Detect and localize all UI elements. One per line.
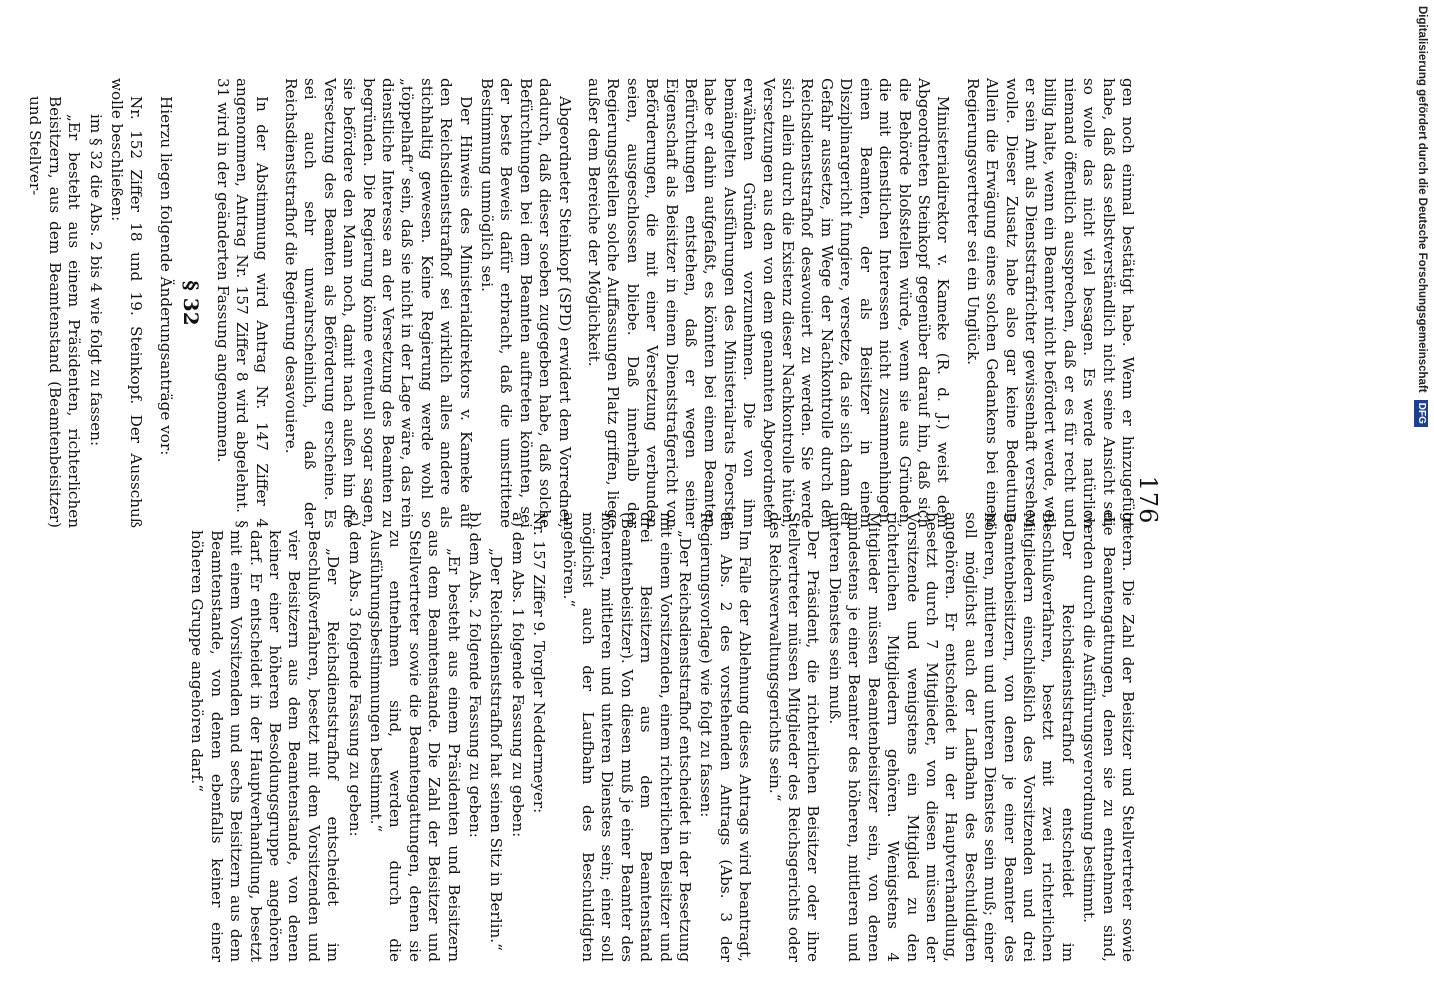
digitization-credit (1412, 0, 1434, 1000)
paragraph: gen noch einmal bestätigt habe. Wenn er hinzugefügt habe, daß das selbstverständlich nicht seine Ansicht sei, so wolle das nicht viel besagen. Es werde natürlich niemand öffentlich aussprechen, daß er es für recht und billig halte, wenn ein Beamter nicht befördert werde, weil er sein Amt als Dienststrafrichter gewissenhaft versehen wolle. Dieser Zusatz habe also gar keine Bedeutung. Allein die Erwägung eines solchen Gedankens bei einem Regierungsvertreter sei ein Unglück. (963, 78, 1137, 528)
list-item: c) dem Abs. 3 folgende Fassung zu geben: (345, 512, 364, 837)
quoted-text: „Der Reichsdienststrafhof hat seinen Sitz in Berlin.“ (487, 548, 506, 951)
section-heading: § 32 (179, 280, 204, 326)
paragraph: Der Präsident, die richterlichen Beisitzer oder ihre Stellvertreter müssen Mitglieder des Reichsgerichts oder des Reichsverwaltungsgerichts sein.“ (765, 512, 823, 962)
paragraph: im § 32 die Abs. 2 bis 4 wie folgt zu fassen: (86, 114, 105, 447)
page-number: 176 (1134, 475, 1162, 525)
quoted-text: „Der Reichsdienststrafhof entscheidet im Beschlußverfahren, besetzt mit dem Vorsitzenden und vier Beisitzern aus dem Beamtenstande, von denen keiner einer höheren Besoldungsgruppe angehören darf. Er entscheidet in der Hauptverhandlung, besetzt mit einem Vorsitzenden und sechs Beisitzern aus dem Beamtenstande, von denen ebenfalls keiner einer höheren Gruppe angehören darf.“ (188, 530, 343, 962)
rotated-document-page (26, 0, 1267, 1000)
motion-header: Nr. 152 Ziffer 18 und 19. Steinkopf. Der Ausschuß wolle beschließen: (108, 78, 146, 528)
quoted-text: „Er besteht aus einem Präsidenten, richterlichen Beisitzern, aus dem Beamtenstand (Beamtenbeisitzer) und Stellver- (26, 96, 84, 528)
paragraph: Der Hinweis des Ministerialdirektors v. Kameke auf den Reichsdienststrafhof sei wirklich alles andere als stichhaltig gewesen. Keine Regierung werde wohl so „töppelhaft“ sein, daß sie nicht in der Lage wäre, das rein dienstliche Interesse an der Versetzung des Beamten zu begründen. Die Regierung könne eventuell sogar sagen, sie befördere den Mann noch, damit nach außen hin die Versetzung des Beamten als Beförderung erscheine. Es sei auch sehr unwahrscheinlich, daß der Reichsdienststrafhof die Regierung desavouiere. (281, 78, 475, 528)
paragraph: In der Abstimmung wird Antrag Nr. 147 Ziffer 4 angenommen, Antrag Nr. 157 Ziffer 8 wird abgelehnt. § 31 wird in der geänderten Fassung angenommen. (213, 78, 271, 528)
left-text-column (23, 78, 1137, 528)
list-item: a) dem Abs. 1 folgende Fassung zu geben: (508, 512, 527, 838)
paragraph: Abgeordneter Steinkopf (SPD) erwidert dem Vorredner, dadurch, daß dieser soeben zugegeben habe, daß solche Befürchtungen bei dem Beamten auftreten könnten, sei der beste Beweis dafür erbracht, daß die umstrittene Bestimmung unmöglich sei. (478, 78, 574, 528)
right-text-column (185, 512, 1137, 962)
paragraph: Der Reichsdienststrafhof entscheidet im Beschlußverfahren, besetzt mit zwei richterlichen Mitgliedern einschließlich des Vorsitzenden und drei Beamtenbeisitzern, von denen je einer Beamter des höheren, mittleren und unteren Dienstes sein muß; einer soll möglichst auch der Laufbahn des Beschuldigten angehören. Er entscheidet in der Hauptverhandlung, besetzt durch 7 Mitglieder, von diesen müssen der Vorsitzende und wenigstens ein Mitglied zu den richterlichen Mitgliedern gehören. Wenigstens 4 Mitglieder müssen Beamtenbeisitzer sein, von denen mindestens je einer Beamter des höheren, mittleren und unteren Dienstes sein muß. (825, 512, 1077, 962)
list-item: b) dem Abs. 2 folgende Fassung zu geben: (466, 512, 484, 838)
quoted-text: „Der Reichsdienststrafhof entscheidet in der Besetzung mit einem Vorsitzenden, einem richterlichen Beisitzer und drei Beisitzern aus dem Beamtenstand (Beamtenbeisitzer). Von diesen muß je einer Beamter des höheren, mittleren und unteren Dienstes sein; einer soll möglichst auch der Laufbahn des Beschuldigten angehören.“ (559, 512, 695, 963)
motion-header: Nr. 157 Ziffer 9. Torgler Neddermeyer: (530, 512, 549, 814)
dfg-logo: DFG (1414, 400, 1428, 427)
paragraph: Im Falle der Ablehnung dieses Antrags wird beantragt, den Abs. 2 des vorstehenden Antrags (Abs. 3 der Regierungsvorlage) wie folgt zu fassen: (697, 512, 755, 962)
credit-text: Digitalisierung gefördert durch die Deutsche Forschungsgemeinschaft (1416, 6, 1428, 393)
paragraph: Hierzu liegen folgende Änderungsanträge vor: (156, 96, 175, 456)
paragraph: Ministerialdirektor v. Kameke (R. d. J.) weist dem Abgeordneten Steinkopf gegenüber darauf hin, daß sich die Behörde bloßstellen würde, wenn sie aus Gründen, die mit dienstlichen Interessen nicht zusammenhingen, einen Beamten, der als Beisitzer in einem Disziplinargericht fungiere, versetze, da sie sich dann der Gefahr aussetze, im Wege der Nachkontrolle durch den Reichsdienststrafhof desavouiert zu werden. Sie werde sich allein durch die Existenz dieser Nachkontrolle hüten, Versetzungen aus den von dem genannten Abgeordneten erwähnten Gründen vorzunehmen. Die von ihm bemängelten Ausführungen des Ministerialrats Foerster habe er dahin aufgefaßt, es könnten bei einem Beamten Befürchtungen entstehen, daß er wegen seiner Eigenschaft als Beisitzer in einem Dienststrafgericht von Beförderungen, die mit einer Versetzung verbunden seien, ausgeschlossen bliebe. Daß innerhalb der Regierungsstellen solche Auffassungen Platz griffen, liege außer dem Bereiche der Möglichkeit. (585, 78, 953, 528)
paragraph: tretern. Die Zahl der Beisitzer und Stellvertreter sowie die Beamtengattungen, denen sie zu entnehmen sind, werden durch die Ausführungsverordnung bestimmt. (1080, 512, 1137, 962)
quoted-text: „Er besteht aus einem Präsidenten und Beisitzern aus dem Beamtenstande. Die Zahl der Beisitzer und Stellvertreter sowie die Beamtengattungen, denen sie zu entnehmen sind, werden durch die Ausführungsbestimmungen bestimmt.“ (366, 530, 463, 962)
